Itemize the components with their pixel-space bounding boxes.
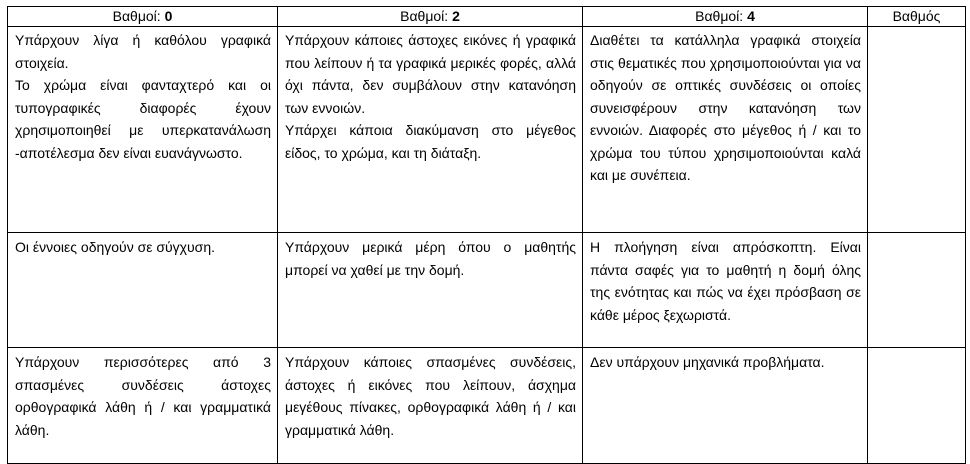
cell-score-4: [583, 233, 868, 348]
header-score-2: [278, 7, 583, 27]
header-score-4: [583, 7, 868, 27]
criteria-row-navigation: [8, 233, 966, 348]
cell-score-2: [278, 27, 583, 233]
cell-score-0: [8, 348, 278, 464]
header-score-value: 2: [452, 8, 460, 24]
cell-score-0: [8, 27, 278, 233]
cell-score-4: [583, 27, 868, 233]
cell-text: Υπάρχει κάποια διακύμανση στο μέγεθος είδος, το χρώμα, και τη διάταξη.: [285, 122, 576, 161]
cell-grade[interactable]: [868, 233, 966, 348]
header-row: [8, 7, 966, 27]
cell-score-2: [278, 348, 583, 464]
criteria-row-mechanics: [8, 348, 966, 464]
header-score-value: 0: [164, 8, 173, 24]
cell-grade[interactable]: [868, 348, 966, 464]
cell-score-0: [8, 233, 278, 348]
cell-text: Υπάρχουν κάποιες άστοχες εικόνες ή γραφικά που λείπουν ή τα γραφικά μερικές φορές, αλλά όχι πάντα, δεν συμβάλουν στην κατανόηση των εννοιών.: [285, 32, 576, 116]
header-grade: Βαθμός: [868, 7, 966, 27]
cell-text: Δεν υπάρχουν μηχανικά προβλήματα.: [590, 354, 825, 370]
cell-text: Το χρώμα είναι φανταχτερό και οι τυπογραφικές διαφορές έχουν χρησιμοποιηθεί με υπερκατανάλωση -αποτέλεσμα δεν είναι ευανάγνωστο.: [15, 77, 271, 161]
header-score-0: [8, 7, 278, 27]
criteria-row-graphics: [8, 27, 966, 233]
header-label: Βαθμοί:: [695, 8, 748, 24]
header-label: Βαθμοί:: [400, 8, 453, 24]
cell-grade[interactable]: [868, 27, 966, 233]
header-label: Βαθμοί:: [112, 8, 165, 24]
cell-text: Υπάρχουν κάποιες σπασμένες συνδέσεις, άστοχες ή εικόνες που λείπουν, άσχημα μεγέθους πίνακες, ορθογραφικά λάθη ή / και γραμματικά λάθη.: [285, 354, 576, 438]
cell-text: Υπάρχουν λίγα ή καθόλου γραφικά στοιχεία.: [15, 32, 271, 71]
cell-score-4: [583, 348, 868, 464]
rubric-table: [7, 6, 966, 464]
header-score-value: 4: [747, 8, 755, 24]
cell-score-2: [278, 233, 583, 348]
cell-text: Οι έννοιες οδηγούν σε σύγχυση.: [15, 239, 215, 255]
cell-text: Υπάρχουν περισσότερες από 3 σπασμένες συνδέσεις άστοχες ορθογραφικά λάθη ή / και γραμματικά λάθη.: [15, 354, 271, 438]
cell-text: Υπάρχουν μερικά μέρη όπου ο μαθητής μπορεί να χαθεί με την δομή.: [285, 239, 576, 278]
cell-text: Η πλοήγηση είναι απρόσκοπτη. Είναι πάντα σαφές για το μαθητή η δομή όλης της ενότητας και πώς να έχει πρόσβαση σε κάθε μέρος ξεχωριστά.: [590, 239, 861, 323]
cell-text: Διαθέτει τα κατάλληλα γραφικά στοιχεία στις θεματικές που χρησιμοποιούνται για να οδηγούν σε οπτικές συνδέσεις οι οποίες συνεισφέρουν στην κατανόηση των εννοιών. Διαφορές στο μέγεθος ή / και το χρώμα του τύπου χρησιμοποιούνται καλά και με συνέπεια.: [590, 32, 861, 183]
